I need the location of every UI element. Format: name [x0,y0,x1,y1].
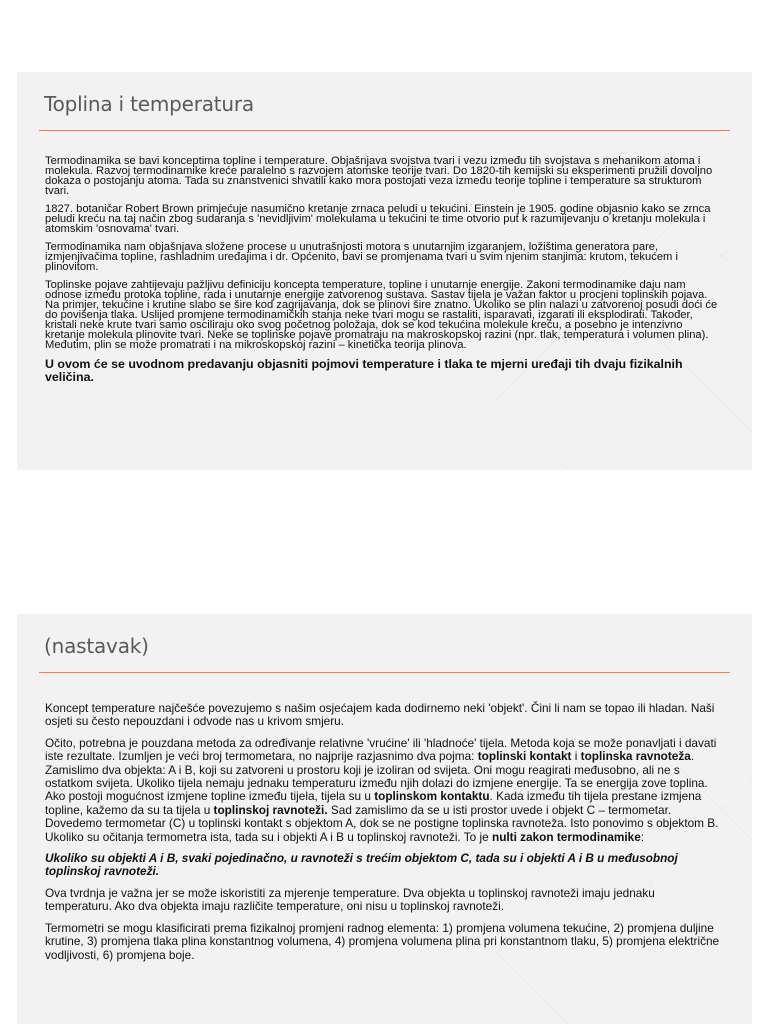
slide-body [45,156,722,391]
paragraph-measurement: Ova tvrdnja je važna jer se može iskoristiti za mjerenje temperature. Dva objekta u toplinskoj ravnoteži imaju jednaku temperaturu. Ako dva objekta imaju različite temperature, oni nisu u toplinskoj ravnoteži. [45,885,655,914]
paragraph-temperature-concept: Koncept temperature najčešće povezujemo s našim osjećajem kada dodirnemo neki 'objekt'. Čini li nam se topao ili hladan. Naši osjeti su često nepouzdani i odvode nas u krivom smjeru. [45,701,715,729]
term-zeroth-law: nulti zakon termodinamike [491,829,641,844]
paragraph-thermometer-types: Termometri se mogu klasificirati prema fizikalnoj promjeni radnog elementa: 1) promjena volumena tekućine, 2) promjena duljine krutine, 3) promjena tlaka plina konstantnog volumena, 4) promjena volumena plina pri konstantnom tlaku, 5) promjena električne vodljivosti, 6) promjena boje. [45,920,720,962]
zeroth-law-statement: Ukoliko su objekti A i B, svaki pojedinačno, u ravnoteži s trećim objektom C, tada su i objekti A i B u međusobnoj toplinskoj ravnoteži. [45,851,678,879]
term-thermal-equilibrium: toplinska ravnoteža [580,749,691,764]
slide-toplina-i-temperatura [17,72,752,470]
text-run: Očito, potrebna je pouzdana metoda za određivanje relativne 'vrućine' ili 'hladnoće' tijela. Metoda koja se može ponavljati i davati iste rezultate. Izumljen je veći broj termometara, no najprije razjasnimo dva pojma: [45,735,717,764]
paragraph-brown: 1827. botaničar Robert Brown primjećuje nasumično kretanje zrnaca peludi u tekućini. Einstein je 1905. godine objasnio kako se zrnca peludi kreću na taj način zbog sudaranja s 'nevidljivim' molekulama u tekućini te time otvorio put k razumijevanju o kretanju molekula i atomskim 'osnovama' tvari. [45,203,711,235]
term-in-thermal-equilibrium: toplinskoj ravnoteži. [213,802,328,817]
term-in-thermal-contact: toplinskom kontaktu [374,789,490,804]
paragraph-thermal-phenomena: Toplinske pojave zahtijevaju pažljivu definiciju koncepta temperature, topline i unutarnje energije. Zakoni termodinamike daju nam odnose između protoka topline, rada i unutarnje energije zatvorenog sustava. Sastav tijela je važan faktor u procjeni toplinskih pojava. Na primjer, tekućine i krutine slabo se šire kod zagrijavanja, dok se plinovi šire znatno. Ukoliko se plin nalazi u zatvorenoj posudi doći će do povišenja tlaka. Uslijed promjene termodinamičkih stanja neke tvari mogu se rastaliti, isparavati, izgarati ili eksplodirati. Također, kristali neke krute tvari samo osciliraju oko svog početnog položaja, dok se kod tekućina molekule kreću, a posebno je intenzivno kretanje molekula plinovite tvari. Neke se toplinske pojave promatraju na makroskopskoj razini (npr. tlak, temperatura i volumen plina). Međutim, plin se može promatrati i na mikroskopskoj razini – kinetička teorija plinova. [45,279,718,351]
slide-body [45,702,722,970]
paragraph-lecture-goal: U ovom će se uvodnom predavanju objasniti pojmovi temperature i tlaka te mjerni uređaji tih dvaju fizikalnih veličina. [45,357,683,384]
text-run: Sad zamislimo da se u isti prostor uvede i objekt C – termometar. Dovedemo termometar (C) u toplinski kontakt s objektom A, dok se ne postigne toplinska ravnoteža. Isto ponovimo s objektom B. Ukoliko su očitanja termometra ista, tada su i objekti A i B u toplinskoj ravnoteži. To je [45,802,719,844]
paragraph-thermal-equilibrium [45,737,722,844]
text-run: . Zamislimo dva objekta: A i B, koji su zatvoreni u prostoru koji je izoliran od svijeta. Oni mogu reagirati međusobno, ali ne s ostatkom svijeta. Ukoliko tijela nemaju jednaku temperaturu između njih dolazi do izmjene energije. Ta se energija zove toplina. Ako postoji mogućnost izmjene topline između tijela, tijela su u [45,749,708,804]
text-run: : [640,829,645,844]
paragraph-intro: Termodinamika se bavi konceptima topline i temperature. Objašnjava svojstva tvari i vezu između tih svojstava s mehanikom atoma i molekula. Razvoj termodinamike kreće paralelno s razvojem atomske teorije tvari. Do 1820-tih kemijski su eksperimenti pružili dovoljno dokaza o postojanju atoma. Tada su znanstvenici shvatili kako mora postojati veza između teorije topline i temperature sa strukturom tvari. [45,155,713,197]
text-run: . Kada između tih tijela prestane izmjena topline, kažemo da su ta tijela u [45,789,702,817]
slide-title: (nastavak) [44,634,149,658]
slide-nastavak [17,614,752,1024]
slide-title: Toplina i temperatura [44,92,254,116]
title-divider [39,130,730,131]
paragraph-processes: Termodinamika nam objašnjava složene procese u unutrašnjosti motora s unutarnjim izgaranjem, ložištima generatora pare, izmjenjivačima topline, rashladnim uređajima i dr. Općenito, bavi se promjenama tvari u svim njenim stanjima: krutom, tekućem i plinovitom. [45,241,678,273]
text-run: i [571,749,581,764]
term-thermal-contact: toplinski kontakt [477,749,572,764]
title-divider [39,672,730,673]
